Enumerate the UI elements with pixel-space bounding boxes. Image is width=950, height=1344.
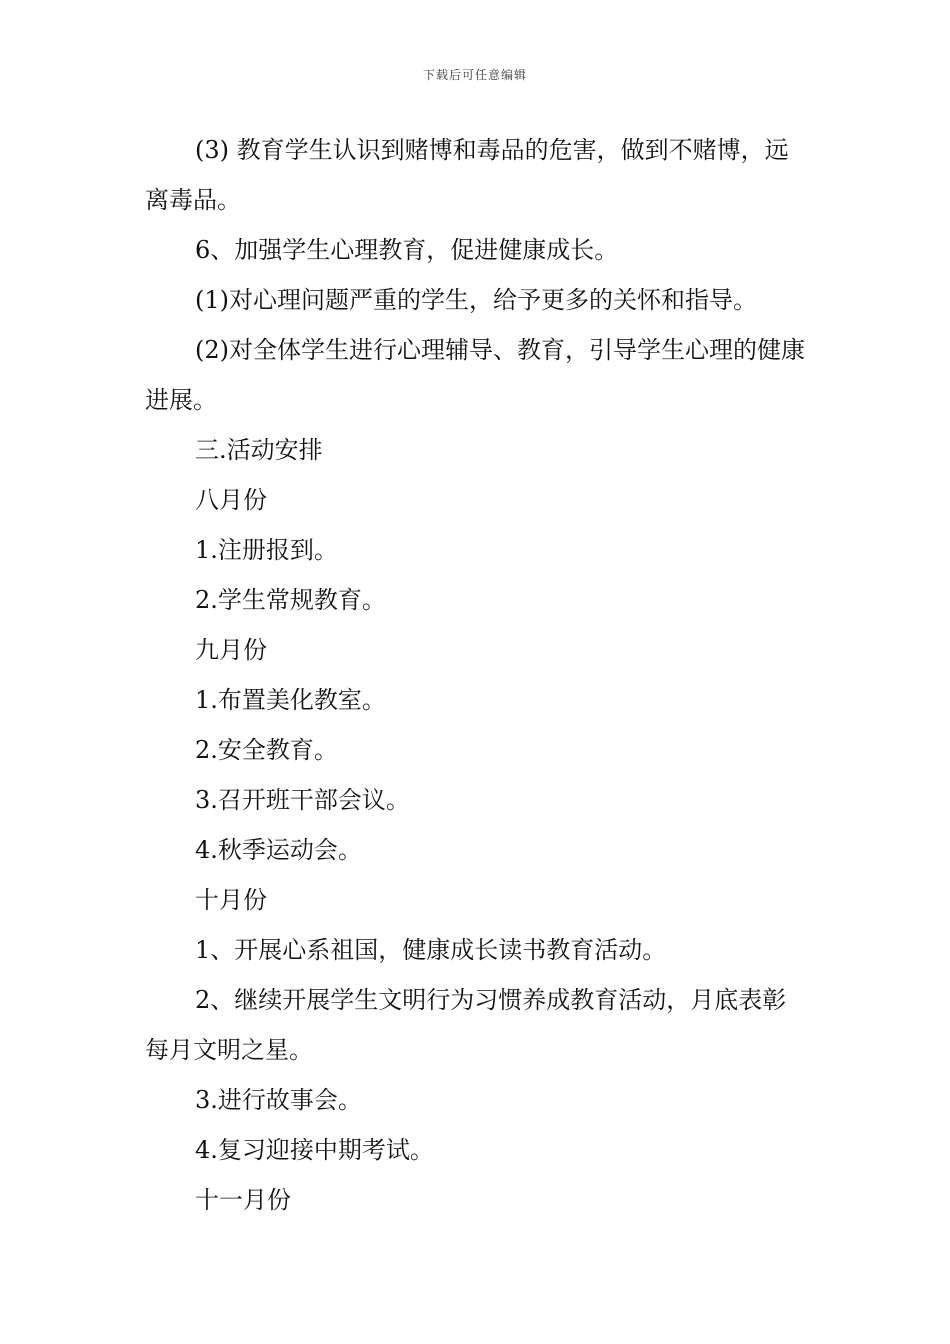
list-item: 3.召开班干部会议。 (195, 786, 410, 814)
list-item: 1.布置美化教室。 (195, 686, 386, 714)
month-heading: 九月份 (195, 636, 267, 664)
list-item: 4.秋季运动会。 (195, 836, 362, 864)
month-heading: 十一月份 (195, 1186, 291, 1214)
list-item: 2.安全教育。 (195, 736, 338, 764)
month-heading: 十月份 (195, 886, 267, 914)
section-heading: 三.活动安排 (195, 436, 323, 464)
list-item: 4.复习迎接中期考试。 (195, 1136, 434, 1164)
month-heading: 八月份 (195, 486, 267, 514)
document-body (145, 125, 810, 1225)
page-header: 下载后可任意编辑 (422, 68, 527, 82)
paragraph: (3) 教育学生认识到赌博和毒品的危害，做到不赌博，远离毒品。 (145, 136, 789, 214)
paragraph: (2)对全体学生进行心理辅导、教育，引导学生心理的健康进展。 (145, 336, 805, 414)
list-item: 1.注册报到。 (195, 536, 338, 564)
paragraph: (1)对心理问题严重的学生，给予更多的关怀和指导。 (195, 286, 757, 314)
list-item: 2、继续开展学生文明行为习惯养成教育活动，月底表彰每月文明之星。 (145, 986, 787, 1064)
paragraph: 6、加强学生心理教育，促进健康成长。 (195, 236, 619, 264)
list-item: 2.学生常规教育。 (195, 586, 386, 614)
list-item: 1、开展心系祖国，健康成长读书教育活动。 (195, 936, 667, 964)
list-item: 3.进行故事会。 (195, 1086, 362, 1114)
